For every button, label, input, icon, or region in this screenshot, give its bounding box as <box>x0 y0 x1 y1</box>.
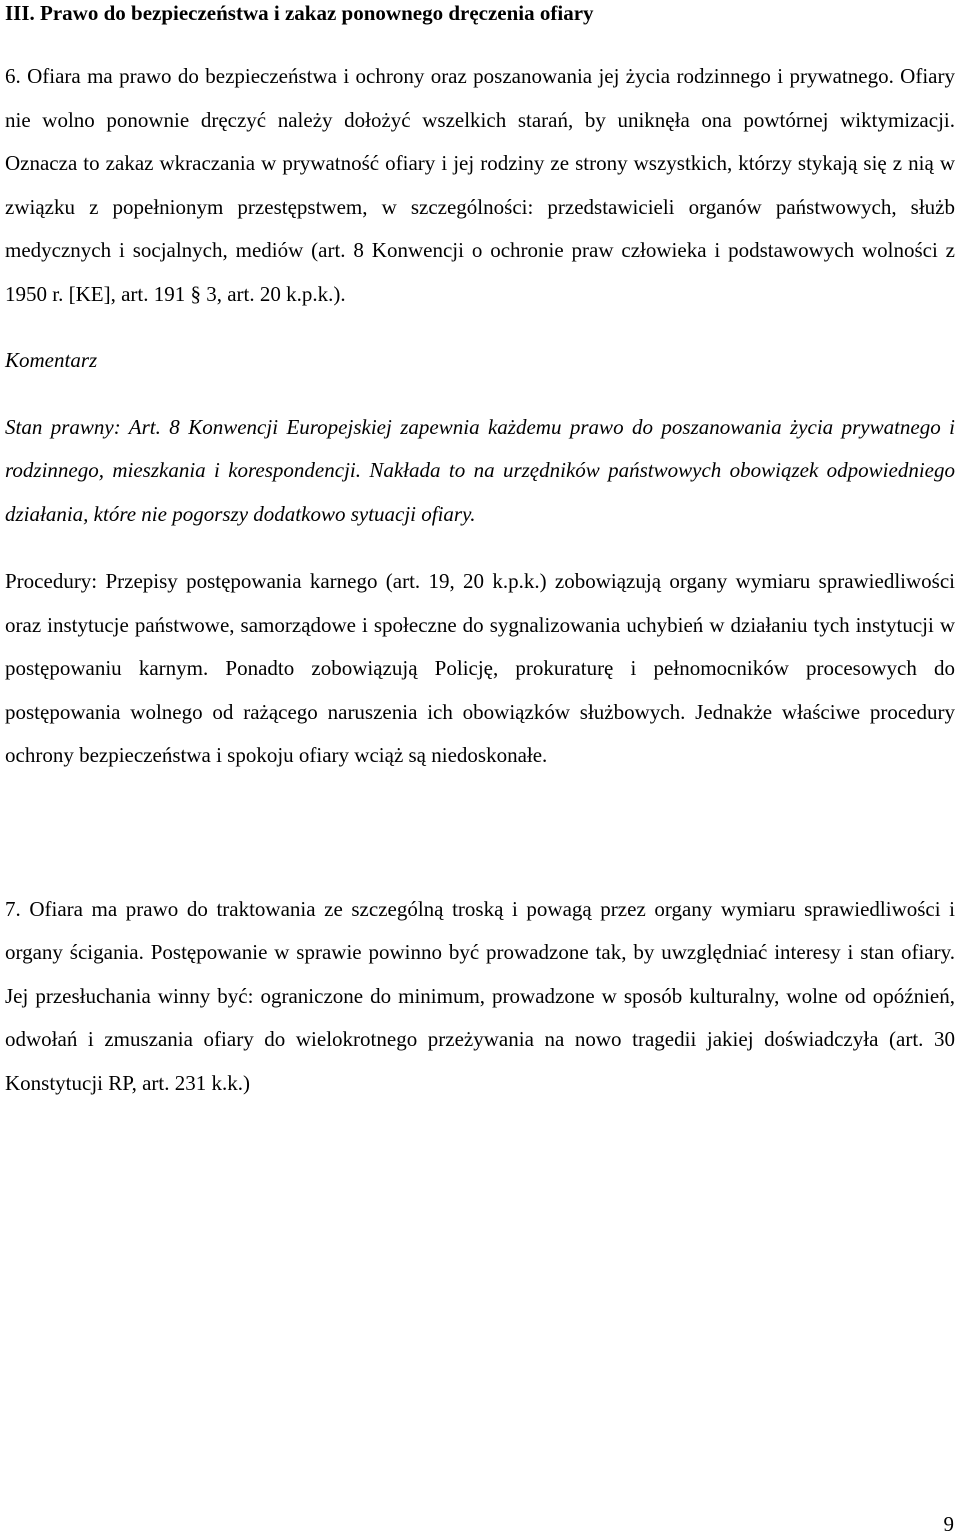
spacer <box>5 536 955 560</box>
spacer <box>5 383 955 406</box>
spacer <box>5 316 955 339</box>
paragraph-6: 6. Ofiara ma prawo do bezpieczeństwa i ochrony oraz poszanowania jej życia rodzinnego i prywatnego. Ofiary nie wolno ponownie dręczyć należy dołożyć wszelkich starań, by uniknęła ona powtórnej wiktymizacji. Oznacza to zakaz wkraczania w prywatność ofiary i jej rodziny ze strony wszystkich, którzy stykają się z nią w związku z popełnionym przestępstwem, w szczególności: przedstawicieli organów państwowych, służb medycznych i socjalnych, mediów (art. 8 Konwencji o ochronie praw człowieka i podstawowych wolności z 1950 r. [KE], art. 191 § 3, art. 20 k.p.k.). <box>5 64 955 306</box>
spacer <box>5 778 955 888</box>
section-heading: III. Prawo do bezpieczeństwa i zakaz ponownego dręczenia ofiary <box>5 1 594 25</box>
komentarz-heading: Komentarz <box>5 348 98 372</box>
page-number: 9 <box>943 1512 954 1536</box>
procedury-paragraph: Procedury: Przepisy postępowania karnego (art. 19, 20 k.p.k.) zobowiązują organy wymiaru sprawiedliwości oraz instytucje państwowe, samorządowe i społeczne do sygnalizowania uchybień w działaniu tych instytucji w postępowaniu karnym. Ponadto zobowiązują Policję, prokuraturę i pełnomocników procesowych do postępowania wolnego od rażącego naruszenia ich obowiązków służbowych. Jednakże właściwe procedury ochrony bezpieczeństwa i spokoju ofiary wciąż są niedoskonałe. <box>5 569 955 767</box>
document-page <box>5 0 955 1105</box>
paragraph-7: 7. Ofiara ma prawo do traktowania ze szczególną troską i powagą przez organy wymiaru sprawiedliwości i organy ścigania. Postępowanie w sprawie powinno być prowadzone tak, by uwzględniać interesy i stan ofiary. Jej przesłuchania winny być: ograniczone do minimum, prowadzone w sposób kulturalny, wolne od opóźnień, odwołań i zmuszania ofiary do wielokrotnego przeżywania na nowo tragedii jakiej doświadczyła (art. 30 Konstytucji RP, art. 231 k.k.) <box>5 896 955 1095</box>
stan-prawny-paragraph: Stan prawny: Art. 8 Konwencji Europejskiej zapewnia każdemu prawo do poszanowania życia prywatnego i rodzinnego, mieszkania i korespondencji. Nakłada to na urzędników państwowych obowiązek odpowiedniego działania, które nie pogorszy dodatkowo sytuacji ofiary. <box>5 414 955 526</box>
